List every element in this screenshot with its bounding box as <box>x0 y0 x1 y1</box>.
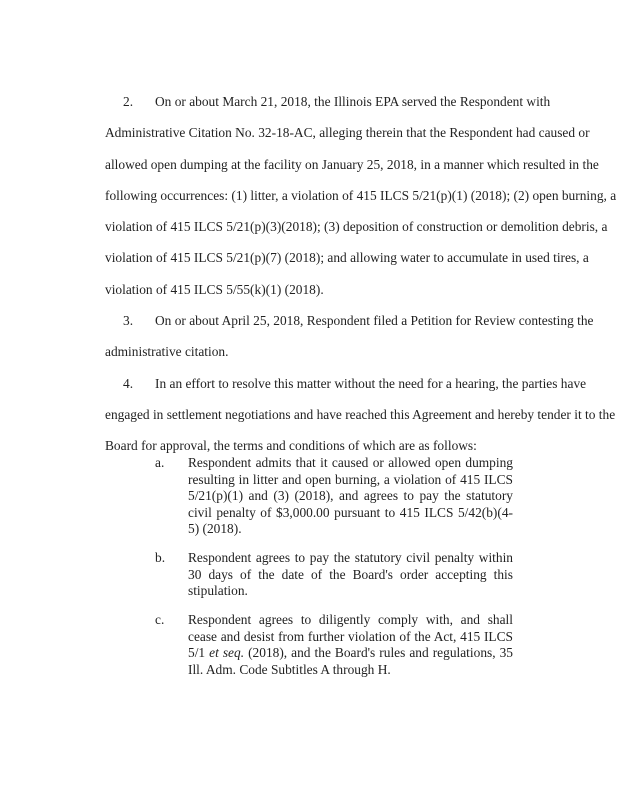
text-line: Board for approval, the terms and conditions of which are as follows: <box>105 438 477 454</box>
text-line: Respondent agrees to pay the statutory civil penalty within <box>188 550 513 565</box>
text-line: cease and desist from further violation of the Act, 415 ILCS <box>188 628 513 644</box>
text-line: Respondent agrees to diligently comply with, and shall <box>188 612 513 627</box>
text-line: 5/21(p)(1) and (3) (2018), and agrees to pay the statutory <box>188 488 513 503</box>
text-line: Ill. Adm. Code Subtitles A through H. <box>188 661 391 677</box>
item-label: a. <box>155 455 165 470</box>
text-line: Respondent admits that it caused or allowed open dumping <box>188 455 513 470</box>
text-line: On or about March 21, 2018, the Illinois EPA served the Respondent with <box>155 94 551 109</box>
paragraph-number: 2. <box>123 94 134 109</box>
text-line: violation of 415 ILCS 5/21(p)(7) (2018); and allowing water to accumulate in used tires, a <box>105 250 589 266</box>
text-line: resulting in litter and open burning, a violation of 415 ILCS <box>188 471 513 487</box>
paragraph-number: 4. <box>123 375 134 391</box>
text-line: In an effort to resolve this matter without the need for a hearing, the parties have <box>155 375 587 391</box>
text-line: stipulation. <box>188 583 248 598</box>
text-segment: (2018), and the Board's rules and regulations, 35 <box>244 645 513 660</box>
text-line <box>188 645 513 662</box>
text-line: 30 days of the date of the Board's order accepting this <box>188 566 513 582</box>
italic-citation: et seq. <box>209 645 245 660</box>
text-line: civil penalty of $3,000.00 pursuant to 415 ILCS 5/42(b)(4- <box>188 504 513 520</box>
item-label: c. <box>155 612 165 627</box>
text-line: 5) (2018). <box>188 521 242 536</box>
paragraph-number: 3. <box>123 313 134 329</box>
text-line: Administrative Citation No. 32-18-AC, alleging therein that the Respondent had caused or <box>105 125 590 141</box>
paragraphs <box>105 94 617 470</box>
text-line: violation of 415 ILCS 5/55(k)(1) (2018). <box>105 281 324 297</box>
text-line: On or about April 25, 2018, Respondent filed a Petition for Review contesting the <box>155 313 594 329</box>
text-line: violation of 415 ILCS 5/21(p)(3)(2018); (3) deposition of construction or demolition debris, a <box>105 219 608 235</box>
item-label: b. <box>155 550 166 565</box>
text-line: engaged in settlement negotiations and have reached this Agreement and hereby tender it to the <box>105 406 616 422</box>
text-line: following occurrences: (1) litter, a violation of 415 ILCS 5/21(p)(1) (2018); (2) open burning, a <box>105 187 617 203</box>
text-segment: 5/1 <box>188 645 210 660</box>
text-line: administrative citation. <box>105 344 229 360</box>
text-line: allowed open dumping at the facility on January 25, 2018, in a manner which resulted in the <box>105 156 599 172</box>
